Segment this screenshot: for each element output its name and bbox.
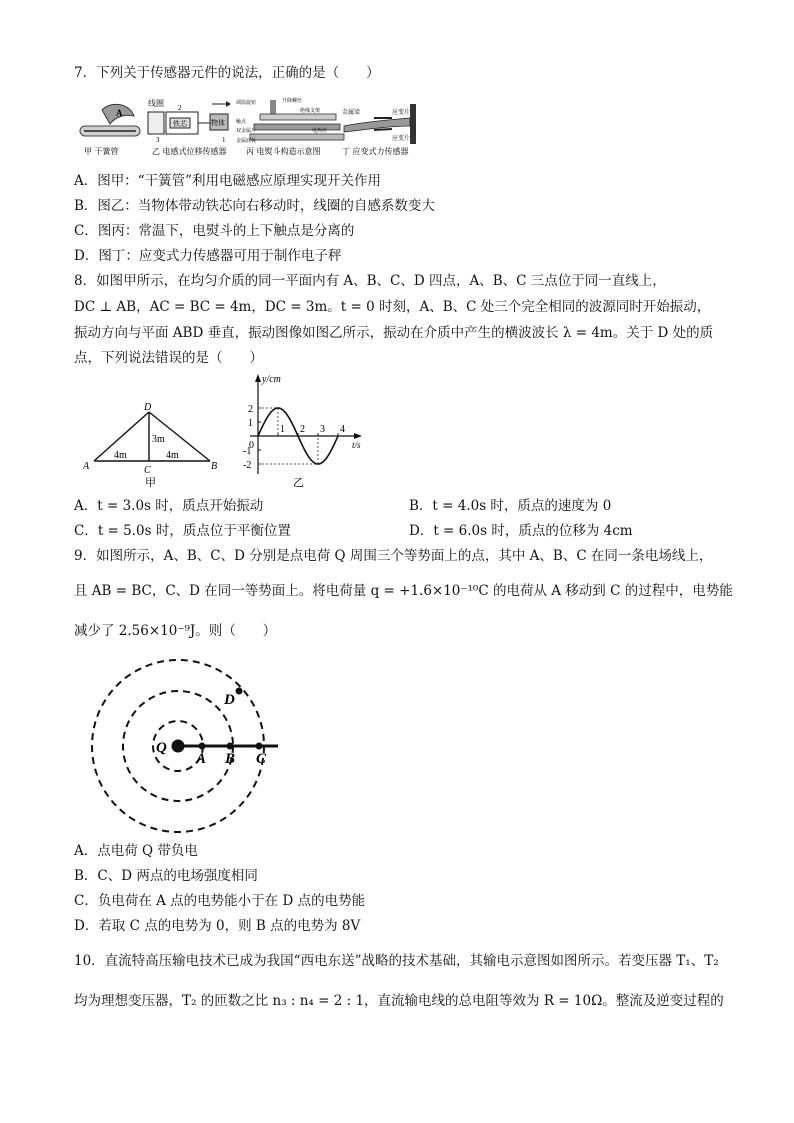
q7-option-d: D．图丁：应变式力传感器可用于制作电子秤 — [74, 248, 342, 264]
q7-figure — [74, 96, 444, 162]
q8-stem-line-2: DC ⊥ AB，AC = BC = 4m，DC = 3m。t = 0 时刻，A、B、C 处三个完全相同的波源同时开始振动， — [74, 299, 711, 315]
point-b — [227, 743, 234, 750]
q9-option-d: D．若取 C 点的电势为 0，则 B 点的电势为 8V — [74, 918, 361, 934]
point-c-label: C — [144, 465, 151, 476]
x-tick-label: 2 — [300, 424, 305, 435]
origin-label: 0 — [249, 440, 254, 451]
point-b-label: B — [225, 751, 236, 767]
q9-stem-line-2: 且 AB = BC，C、D 在同一等势面上。将电荷量 q = +1.6×10⁻¹⁰C 的电荷从 A 移动到 C 的过程中，电势能 — [74, 583, 733, 599]
q10-stem-line-1: 10．直流特高压输电技术已成为我国“西电东送”战略的技术基础，其输电示意图如图所示。若变压器 T₁、T₂ — [74, 953, 719, 969]
svg-text:A: A — [116, 108, 123, 118]
q10-stem-line-2: 均为理想变压器，T₂ 的匝数之比 n₃ : n₄ = 2 : 1，直流输电线的总电阻等效为 R = 10Ω。整流及逆变过程的 — [74, 993, 724, 1009]
bing-caption: 丙 电熨斗构造示意图 — [246, 147, 321, 156]
svg-text:触点: 触点 — [236, 119, 247, 125]
q8-stem-line-3: 振动方向与平面 ABD 垂直，振动图像如图乙所示，振动在介质中产生的横波波长 λ = 4m。关于 D 处的质 — [74, 325, 714, 341]
q9-stem-line-1: 9．如图所示，A、B、C、D 分别是点电荷 Q 周围三个等势面上的点，其中 A、B、C 在同一条电场线上， — [74, 548, 713, 564]
figure-jia-caption: 甲 — [145, 476, 156, 489]
svg-text:双金属片: 双金属片 — [236, 128, 257, 134]
q8-figure-yi — [228, 368, 368, 492]
jia-caption: 甲 干簧管 — [84, 147, 119, 156]
reed-switch-figure — [80, 104, 140, 156]
point-b-label: B — [211, 461, 218, 472]
y-axis-arrow — [255, 374, 261, 382]
q9-option-a: A．点电荷 Q 带负电 — [74, 843, 198, 859]
figure-yi-caption: 乙 — [293, 476, 304, 489]
q7-option-a: A．图甲：“干簧管”利用电磁感应原理实现开关作用 — [74, 173, 382, 189]
q9-option-b: B．C、D 两点的电场强度相同 — [74, 868, 258, 884]
inductive-sensor-figure — [148, 98, 231, 156]
q8-stem-line-1: 8．如图甲所示，在均匀介质的同一平面内有 A、B、C、D 四点，A、B、C 三点位于同一直线上， — [74, 273, 666, 289]
x-axis-label: t/s — [352, 440, 361, 450]
q9-stem-line-3: 减少了 2.56×10⁻⁹J。则（ ） — [74, 623, 277, 639]
svg-text:1: 1 — [222, 136, 226, 144]
x-tick-label: 1 — [280, 424, 285, 435]
x-tick-label: 3 — [320, 424, 325, 435]
svg-text:3: 3 — [156, 136, 160, 144]
q8-option-d: D．t = 6.0s 时，质点的位移为 4cm — [409, 523, 633, 539]
q9-option-c: C．负电荷在 A 点的电势能小于在 D 点的电势能 — [74, 893, 366, 909]
dc-length-label: 3m — [152, 434, 165, 445]
q8-option-c: C．t = 5.0s 时，质点位于平衡位置 — [74, 523, 291, 539]
y-tick-label: -1 — [243, 446, 252, 457]
point-d-label: D — [144, 402, 152, 413]
point-c-label: C — [256, 751, 267, 767]
point-d — [236, 688, 243, 695]
svg-text:绝缘支架: 绝缘支架 — [300, 108, 321, 114]
q7-stem: 7．下列关于传感器元件的说法，正确的是（ ） — [74, 65, 380, 81]
svg-text:金属梁: 金属梁 — [342, 109, 361, 116]
svg-text:2: 2 — [178, 104, 182, 112]
q8-option-b: B．t = 4.0s 时，质点的速度为 0 — [409, 498, 612, 514]
svg-text:金属底板: 金属底板 — [236, 138, 257, 144]
point-a-label: A — [83, 461, 90, 472]
ding-caption: 丁 应变式力传感器 — [342, 147, 409, 156]
charge-q-label: Q — [156, 740, 167, 756]
yi-label-object: 物体 — [211, 119, 225, 127]
y-tick-label: 2 — [248, 404, 253, 415]
y-tick-label: 1 — [248, 418, 253, 429]
y-tick-label: -2 — [243, 460, 252, 471]
svg-text:应变片: 应变片 — [392, 109, 411, 116]
x-tick-label: 4 — [340, 424, 345, 435]
svg-text:调温旋钮: 调温旋钮 — [236, 100, 257, 106]
yi-label-core: 铁芯 — [173, 120, 187, 128]
q9-figure — [78, 648, 288, 838]
x-axis-arrow — [354, 433, 362, 439]
charge-q — [172, 740, 185, 753]
q7-option-b: B．图乙：当物体带动铁芯向右移动时，线圈的自感系数变大 — [74, 198, 435, 214]
strain-gauge-figure — [342, 104, 416, 156]
svg-text:应变片: 应变片 — [392, 135, 411, 142]
q8-option-a: A．t = 3.0s 时，质点开始振动 — [74, 498, 264, 514]
q8-figure-jia — [74, 398, 234, 490]
point-c — [256, 743, 263, 750]
q8-stem-line-4: 点，下列说法错误的是（ ） — [74, 350, 263, 366]
svg-text:升降螺丝: 升降螺丝 — [282, 98, 303, 104]
ac-length-label: 4m — [114, 450, 127, 461]
svg-text:电热丝: 电热丝 — [312, 128, 328, 134]
point-a-label: A — [196, 751, 207, 767]
yi-label-coil: 线圈 — [148, 99, 164, 108]
yi-caption: 乙 电感式位移传感器 — [152, 147, 227, 156]
q7-option-c: C．图丙：常温下，电熨斗的上下触点是分离的 — [74, 223, 355, 239]
point-a — [199, 743, 206, 750]
y-axis-label: y/cm — [262, 374, 281, 385]
point-d-label: D — [224, 692, 235, 708]
cb-length-label: 4m — [166, 450, 179, 461]
electric-iron-figure — [236, 97, 344, 156]
